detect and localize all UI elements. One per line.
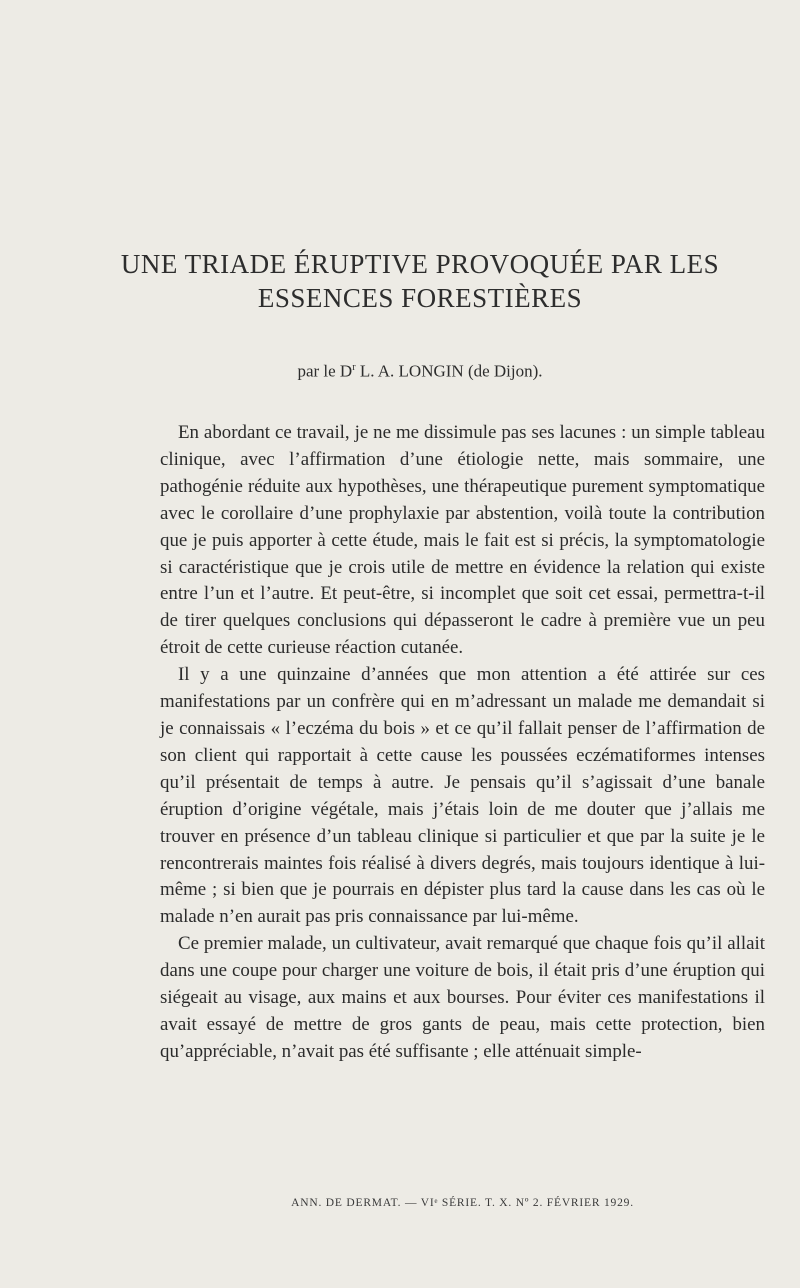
paragraph-2: Il y a une quinzaine d’années que mon attention a été attirée sur ces manifestations par un confrère qui en m’adressant un malade me demandait si je connaissais « l’eczéma du bois » et ce qu’il fallait penser de l’affirmation de son client qui rapportait à cette cause les poussées eczématiformes intenses qu’il présentait de temps à autre. Je pensais qu’il s’agissait d’une banale éruption d’origine végétale, mais j’étais loin de me douter que j’allais me trouver en présence d’un tableau clinique si particulier et que par la suite je le rencontrerais maintes fois réalisé à divers degrés, mais toujours identique à lui-même ; si bien que je pourrais en dépister plus tard la cause dans les cas où le malade n’en aurait pas pris connaissance par lui-même. bbox=[160, 664, 765, 928]
author-byline bbox=[120, 356, 720, 384]
byline-prefix: par le D bbox=[297, 361, 353, 381]
article-title-line-2: ESSENCES FORESTIÈRES bbox=[257, 283, 583, 313]
byline-superscript: r bbox=[352, 362, 356, 373]
byline-author: L. A. LONGIN (de Dijon). bbox=[355, 361, 543, 381]
running-footer: ANN. DE DERMAT. — VIᵉ SÉRIE. T. X. Nº 2. FÉVRIER 1929. bbox=[291, 1197, 634, 1209]
paragraph-3: Ce premier malade, un cultivateur, avait remarqué que chaque fois qu’il allait dans une coupe pour charger une voiture de bois, il était pris d’une éruption qui siégeait au visage, aux mains et aux bourses. Pour éviter ces manifestations il avait essayé de mettre de gros gants de peau, mais cette protection, bien qu’appréciable, n’avait pas été suffisante ; elle atténuait simple- bbox=[160, 933, 765, 1062]
article-title-line-1: UNE TRIADE ÉRUPTIVE PROVOQUÉE PAR LES bbox=[120, 249, 720, 279]
article-body bbox=[160, 420, 765, 1066]
paragraph-1: En abordant ce travail, je ne me dissimule pas ses lacunes : un simple tableau clinique, avec l’affirmation d’une étiologie nette, mais sommaire, une pathogénie réduite aux hypothèses, une thérapeutique purement symptomatique avec le corollaire d’une prophylaxie par abstention, voilà toute la contribution que je puis apporter à cette étude, mais le fait est si précis, la symptomatologie si caractéristique que je crois utile de mettre en évidence la relation qui existe entre l’un et l’autre. Et peut-être, si incomplet que soit cet essai, permettra-t-il de tirer quelques conclusions qui dépasseront le cadre à première vue un peu étroit de cette curieuse réaction cutanée. bbox=[160, 422, 765, 659]
